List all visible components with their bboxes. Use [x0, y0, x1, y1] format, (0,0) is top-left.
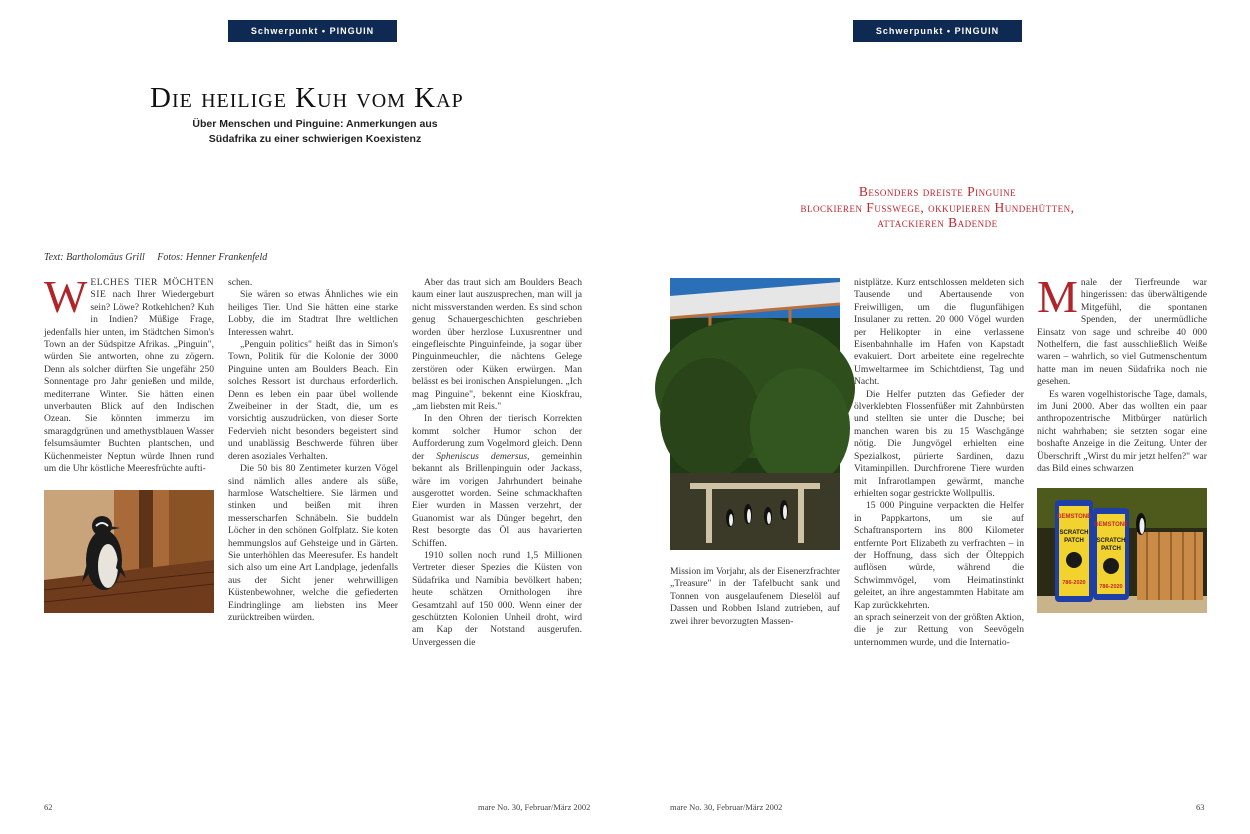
right-column-2	[854, 277, 1024, 648]
pull-quote-line-3: attackieren Badende	[877, 215, 998, 230]
rcol2-p3: 15 000 Pinguine verpackten die Helfer in Pappkartons, um sie auf Schaftransportern ins 800 Kilometer entfernte Port Elizabeth zu verfrachten – in der Hoffnung, dass sich der Ölteppich auflösen würde, während die Schwimmvögel, vom Heimatinstinkt geleitet, an ihre angestammten Habitate am Kap zurückkehrten.	[854, 500, 1024, 611]
pull-quote	[770, 184, 1105, 231]
pull-quote-line-2: blockieren Fusswege, okkupieren Hundehütten,	[800, 199, 1075, 215]
rcol3-p2: Es waren vogelhistorische Tage, damals, im Juni 2000. Aber das wollten ein paar anthropozentrische Mitbürger natürlich nicht wahrhaben; sie setzten sogar eine boshafte Anzeige in die Zeitung. Unter der Überschrift „Wirst du mir jetzt helfen?" war das Bild eines schwarzen	[1037, 388, 1207, 475]
right-page-number: 63	[1196, 802, 1205, 812]
right-column-3	[1037, 271, 1207, 477]
article-subtitle	[150, 117, 480, 147]
left-folio-magazine: mare No. 30, Februar/März 2002	[478, 802, 591, 812]
rcol2-p1: nistplätze. Kurz entschlossen meldeten sich Tausende und Abertausende von Freiwilligen, um die flugunfähigen Insulaner zu retten. 20 000 Vögel wurden per Helikopter in eine verlassene Eisenbahnhalle im Hafen von Kapstadt evakuiert. Dort arbeitete eine regelrechte Umweltarmee im Schichtdienst, Tag und Nacht.	[854, 277, 1024, 388]
col3-p2-b: , gemeinhin bekannt als Brillenpinguin oder Jackass, wäre im vorigen Jahrhundert beinahe ausgerottet worden. Seine schmackhaften Eier wurden in Massen verzehrt, der Guanomist war als Dünger begehrt, den Rest besorgte das Öl aus havarierten Schiffen.	[412, 450, 582, 549]
left-kicker: Schwerpunkt • PINGUIN	[228, 20, 397, 42]
left-page-number: 62	[44, 802, 53, 812]
species-name: Spheniscus demersus	[436, 450, 528, 462]
col2-p3: „Penguin politics" heißt das in Simon's Town, Politik für die Kolonie der 3000 Pinguine unten am Boulders Beach. Ein solches Ressort ist durchaus erforderlich. Denn es leben ein paar übel wollende Zweibeiner in der Stadt, die, um es vorsichtig auszudrücken, von dieser Sorte Federvieh nicht besonders begeistert sind und unablässig Beschwerde führen über deren asoziales Verhalten.	[228, 339, 398, 462]
col2-p4: Die 50 bis 80 Zentimeter kurzen Vögel sind nämlich alles andere als süße, harmlose Watscheltiere. Sie lärmen und stinken und beißen mit ihren messerscharfen Schnäbeln. Sie buddeln Löcher in den schönen Golfplatz. Sie koten hemmungslos auf Gehsteige und in Gärten. Sie unterhöhlen das Meeresufer. Es handelt sich also um eine Art Landplage, jedenfalls aus der Sicht jener wehrwilligen Küstenbewohner, welche die gefiederten Eindringlinge am liebsten ins Meer zurücktreiben würden.	[228, 463, 398, 623]
sign-word-2: SCRATCH	[1059, 530, 1089, 536]
left-column-1	[44, 271, 214, 477]
sign-phone-1: 786-2020	[1062, 580, 1086, 586]
sign-b-word-2: SCRATCH	[1096, 538, 1126, 544]
penguins-fence-photo	[670, 278, 840, 550]
drop-cap: W	[44, 271, 88, 322]
right-folio-magazine: mare No. 30, Februar/März 2002	[670, 802, 783, 812]
sign-word-3: PATCH	[1064, 538, 1084, 544]
lead-in: ELCHES TIER MÖCHTEN SIE	[90, 277, 214, 301]
col2-p2: Sie wären so etwas Ähnliches wie ein heiliges Tier. Und Sie hätten eine starke Lobby, die im Stadtrat Ihre weltlichen Interessen wahrt.	[228, 289, 398, 338]
col3-p2	[412, 413, 582, 549]
article-title	[150, 82, 480, 115]
left-column-2	[228, 277, 398, 627]
col2-p1: schen.	[228, 277, 253, 288]
col1-text: nach Ihrer Wiedergeburt sein? Löwe? Rotkehlchen? Kuh in Indien? Müßige Frage, jedenfalls hier unten, im Städtchen Simon's Town an der Südspitze Afrikas. „Pinguin", würden Sie antworten, ohne zu zögern. Denn als solcher dürften Sie ungefähr 250 Sonnentage pro Jahr genießen und milde, mediterrane Winter. Sie hätten einen unverbauten Blick auf den Indischen Ozean. Sie könnten immerzu im smaragdgrünen und amethystblauen Wasser felsumsäumter Buchten plantschen, und Küchenmeister Neptun würde Ihnen rund um die Uhr köstliche Meeresfrüchte aufti-	[44, 289, 214, 475]
article-title-text: Die heilige Kuh vom Kap	[150, 82, 464, 114]
col3-p2-a: In den Ohren der tierisch Korrekten kommt solcher Humor schon der Aufforderung zum Vogelmord gleich. Denn der	[412, 413, 582, 462]
byline: Text: Bartholomäus Grill Fotos: Henner Frankenfeld	[44, 252, 268, 263]
sign-word-1: GEMSTONE	[1056, 514, 1092, 520]
sign-b-word-3: PATCH	[1101, 546, 1121, 552]
right-drop-cap: M	[1037, 271, 1078, 322]
right-column-1-text: Mission im Vorjahr, als der Eisenerzfrachter „Treasure" in der Tafelbucht sank und Tonnen von ausgelaufenem Dieselöl auf Dassen und Robben Island zutrieben, auf zwei ihrer bevorzugten Massen-	[670, 566, 840, 627]
sign-b-word-1: GEMSTONE	[1093, 522, 1129, 528]
penguin-indoor-photo	[44, 490, 214, 613]
subtitle-line-1: Über Menschen und Pinguine: Anmerkungen aus	[192, 118, 438, 130]
col3-p1: Aber das traut sich am Boulders Beach kaum einer laut auszusprechen, man will ja nicht missverstanden werden. Es sind schon genug Schauergeschichten geschrieben worden über herzlose Luxusrentner und eingefleischte Pinguinfeinde, ja sogar über Pinguinmeuchler, die nächtens Gelege zerstören oder Küken erwürgen. Man belässt es bei ironischen Anspielungen. „Ich mag Pinguine", bekennt eine Kioskfrau, „am liebsten mit Reis."	[412, 277, 582, 413]
sign-phone-2: 786-2020	[1099, 584, 1123, 590]
scratch-patch-signs-photo	[1037, 488, 1207, 613]
rcol3-p1: nale der Tierfreunde war hingerissen: das überwältigende Mitgefühl, die spontanen Spenden, der unermüdliche Einsatz von sage und schreibe 40 000 Nothelfern, die fast ausschließlich Weiße waren – wahrlich, so viel Gutmenschentum hatte man im neuen Südafrika noch nie gesehen.	[1037, 277, 1207, 388]
col3-p3: 1910 sollen noch rund 1,5 Millionen Vertreter dieser Spezies die Küsten von Südafrika und Namibia bevölkert haben; heute schätzen Ornithologen ihre Gesamtzahl auf 150 000. Wenn einer der geschützten Kolonien Unheil droht, wird am Kap der Notstand ausgerufen. Unvergessen die	[412, 549, 582, 648]
left-column-3	[412, 277, 582, 648]
right-kicker: Schwerpunkt • PINGUIN	[853, 20, 1022, 42]
rcol2-p2: Die Helfer putzten das Gefieder der ölverklebten Flossenfüßer mit Zahnbürsten und stellten sie unter die Dusche; bei manchen waren bis zu 15 Waschgänge nötig. Die Jungvögel erhielten eine Spezialkost, pürierte Sardinen, dazu Vitaminpillen. Durchfrorene Tiere wurden mit Infrarotlampen gewärmt, manche erhielten sogar gestrickte Wollpullis.	[854, 388, 1024, 499]
subtitle-line-2: Südafrika zu einer schwierigen Koexistenz	[208, 133, 422, 145]
rcol2-p4: an sprach seinerzeit von der größten Aktion, die je zur Rettung von Seevögeln unternommen wurde, und die Internatio-	[854, 611, 1024, 648]
pull-quote-line-1: Besonders dreiste Pinguine	[858, 184, 1017, 199]
